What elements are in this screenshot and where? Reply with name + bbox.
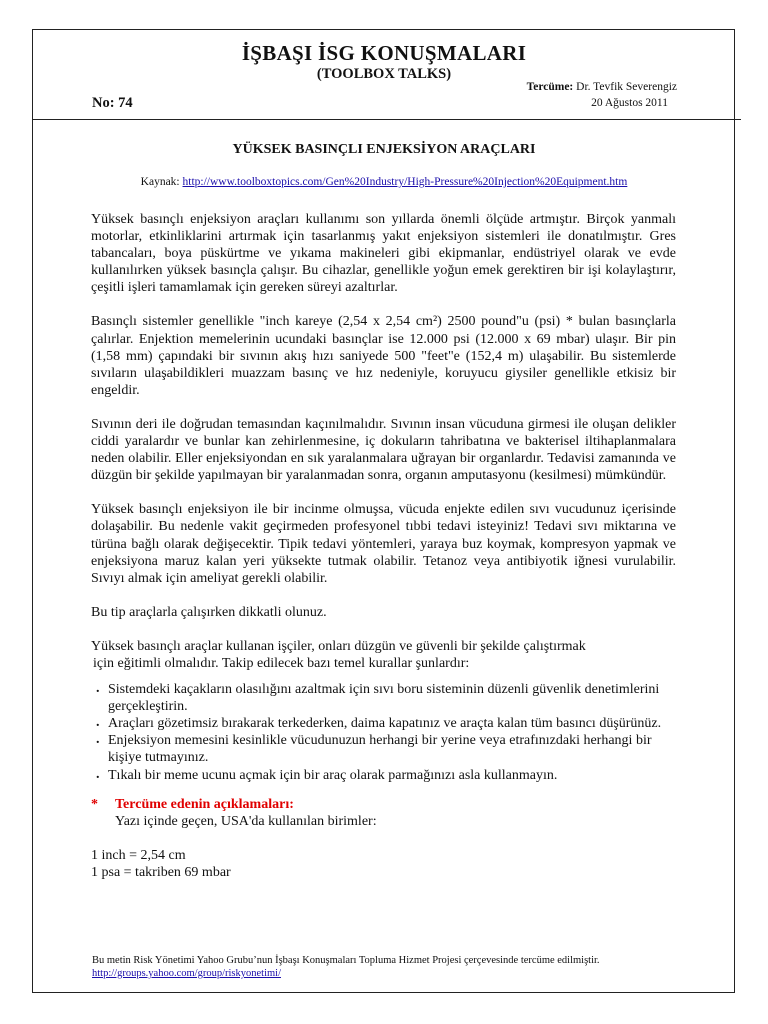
unit-line: 1 psa = takriben 69 mbar — [91, 864, 231, 880]
list-item — [91, 732, 676, 766]
list-item — [91, 681, 676, 715]
document-date: 20 Ağustos 2011 — [591, 97, 668, 109]
footer-text: Bu metin Risk Yönetimi Yahoo Grubu’nun İşbaşı Konuşmaları Topluma Hizmet Projesi çerçevesinde tercüme edilmiştir. — [92, 955, 600, 966]
source-line — [0, 176, 768, 188]
document-number: No: 74 — [92, 95, 133, 111]
paragraph: Basınçlı sistemler genellikle "inch kareye (2,54 x 2,54 cm²) 2500 pound"u (psi) * bulan basınçlarla çalırlar. Enjektion memelerinin ucundaki basınçlar ise 12.000 psi (12.000 x 69 mbar) ulaşır. Bir pin (1,58 mm) çapındaki bir sıvının akış hızı saniyede 500 "feet"e (152,4 m) ulaşabilir. Bu sistemlerde sıvıların ulaşabildikleri muazzam basınç ve hız nedeniyle, koruyucu giysiler genellikle etkisiz bir engeldir. — [91, 314, 676, 398]
asterisk-icon: * — [91, 796, 98, 812]
list-item — [91, 767, 676, 784]
rule-text: Tıkalı bir meme ucunu açmak için bir araç olarak parmağınızı asla kullanmayın. — [108, 767, 558, 783]
source-link[interactable]: http://www.toolboxtopics.com/Gen%20Industry/High-Pressure%20Injection%20Equipment.htm — [182, 176, 628, 188]
translator-label: Tercüme: — [526, 81, 574, 93]
bullet-icon: . — [96, 766, 100, 782]
rules-intro-line: için eğitimli olmalıdır. Takip edilecek bazı temel kurallar şunlardır: — [93, 655, 470, 671]
translator-notes-heading — [91, 796, 676, 813]
paragraph: Sıvının deri ile doğrudan temasından kaçınılmalıdır. Sıvının insan vücuduna girmesi ile oluşan delikler ciddi yaralardır ve bunlar kan zehirlenmesine, iç dokuların tahribatına ve bakterisel iltihaplanmalara neden olabilir. Eller enjeksiyondan en sık yaralanmalara uğrayan bir organlardır. Tedavisi zamanında ve düzgün bir şekilde yapılmayan bir yaralanmadan sonra, organın amputasyonu (kesilmesi) mümkündür. — [91, 416, 676, 484]
footer-link[interactable]: http://groups.yahoo.com/group/riskyonetimi/ — [92, 968, 281, 979]
paragraph: Yüksek basınçlı enjeksiyon ile bir incinme olmuşsa, vücuda enjekte edilen sıvı vucudunuz içerisinde dolaşabilir. Bu nedenle vakit geçirmeden profesyonel tıbbi tedavi isteyiniz! Tedavi sıvı miktarına ve türüna bağlı olarak değişecektir. Tipik tedavi yöntemleri, yaraya buz koymak, kompresyon yapmak ve enjeksiyona maruz kalan yeri yüksekte tutmak olabilir. Tetanoz veya antibiyotik iğnesi vurulabilir. Sıvıyı almak için ameliyat gerekli olabilir. — [91, 502, 676, 586]
paragraph: Yüksek basınçlı enjeksiyon araçları kullanımı son yıllarda önemli ölçüde artmıştır. Birçok yanmalı motorlar, etkinliklarini artırmak için tasarlanmış yakıt enjeksiyon sistemleri ile donatılmıştır. Gres tabancaları, boya püskürtme ve yıkama makineleri gibi ekipmanlar, endüstriyel olarak ve evde kullanılırken yüksek basınçla çalışır. Bu cihazlar, genellikle yoğun emek gerektiren bir işi kolaylaştırır, çeşitli işleri tamamlamak için gereken süreyi azaltırlar. — [91, 212, 676, 296]
document-title: İŞBAŞI İSG KONUŞMALARI — [241, 41, 527, 65]
notes-heading-text: Tercüme edenin açıklamaları: — [115, 796, 294, 812]
list-item — [91, 715, 676, 732]
bullet-icon: . — [96, 715, 100, 731]
unit-line: 1 inch = 2,54 cm — [91, 847, 186, 863]
article-body — [91, 211, 676, 881]
bullet-icon: . — [96, 732, 100, 748]
header-divider — [32, 119, 741, 120]
rules-intro — [91, 638, 676, 672]
translator-credit — [527, 81, 677, 93]
rule-text: Enjeksiyon memesini kesinlikle vücudunuzun herhangi bir yerine veya etrafınızdaki herhangi bir kişiye tutmayınız. — [108, 733, 652, 766]
rule-text: Sistemdeki kaçakların olasılığını azaltmak için sıvı boru sisteminin düzenli güvenlik denetimlerini gerçekleştirin. — [108, 682, 660, 715]
translator-name: Dr. Tevfik Severengiz — [576, 81, 677, 93]
rule-text: Araçları gözetimsiz bırakarak terkederken, daima kapatınız ve araçta kalan tüm basıncı düşürünüz. — [108, 716, 662, 732]
bullet-icon: . — [96, 681, 100, 697]
document-subtitle: (TOOLBOX TALKS) — [316, 66, 452, 82]
footer — [92, 954, 692, 980]
notes-intro: Yazı içinde geçen, USA'da kullanılan birimler: — [115, 813, 377, 829]
paragraph: Bu tip araçlarla çalışırken dikkatli olunuz. — [91, 604, 327, 620]
source-label: Kaynak: — [140, 176, 180, 188]
rules-list — [91, 681, 676, 784]
article-title: YÜKSEK BASINÇLI ENJEKSİYON ARAÇLARI — [232, 142, 536, 157]
rules-intro-line: Yüksek basınçlı araçlar kullanan işçiler, onları düzgün ve güvenli bir şekilde çalıştırmak — [91, 638, 586, 654]
